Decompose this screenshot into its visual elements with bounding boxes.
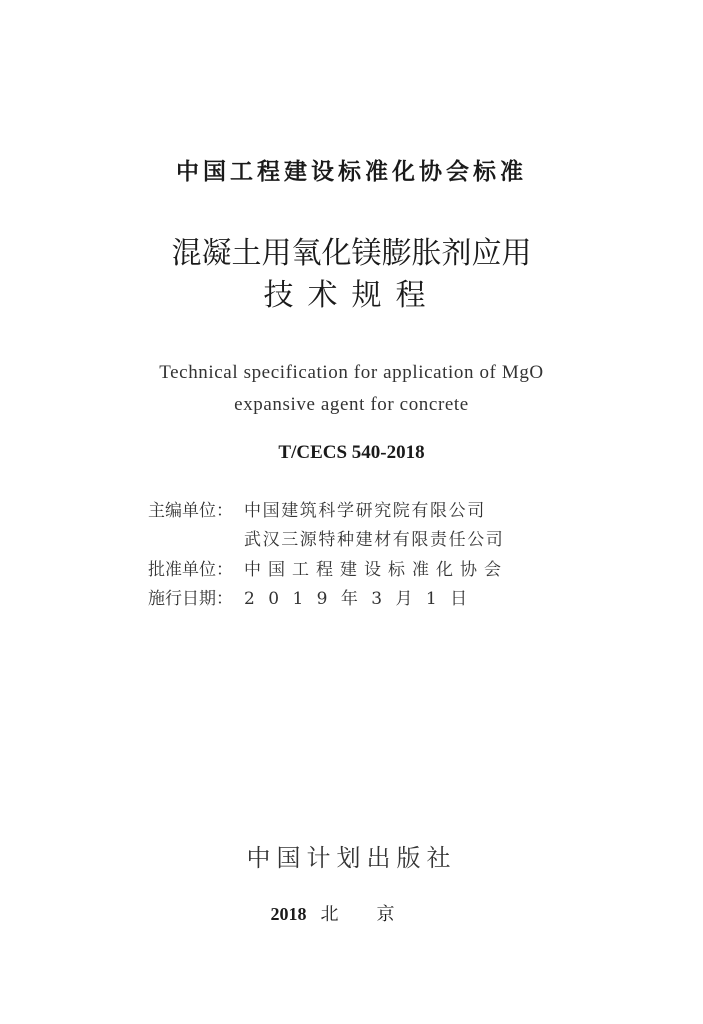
editor-row-1 [148, 496, 486, 522]
approver-unit: 中国工程建设标准化协会 [244, 560, 508, 580]
publisher: 中国计划出版社 [246, 844, 457, 872]
approver-row [148, 555, 508, 581]
effective-date: 2 0 1 9 年 3 月 1 日 [244, 589, 468, 609]
publication-city: 北京 [320, 904, 433, 925]
publication-place [0, 900, 703, 926]
editor-unit-1: 中国建筑科学研究院有限公司 [244, 501, 486, 521]
standard-code: T/CECS 540-2018 [278, 442, 425, 463]
editor-label: 主编单位： [148, 501, 233, 521]
editor-row-2 [148, 525, 504, 551]
publication-year: 2018 [270, 904, 307, 924]
english-title-line-2: expansive agent for concrete [234, 394, 469, 415]
effective-date-label: 施行日期： [148, 589, 233, 609]
editor-unit-2: 武汉三源特种建材有限责任公司 [244, 530, 505, 550]
document-title-line-1: 混凝土用氧化镁膨胀剂应用 [171, 236, 532, 271]
approver-label: 批准单位： [148, 560, 233, 580]
series-title: 中国工程建设标准化协会标准 [176, 159, 527, 185]
effective-date-row [148, 584, 467, 610]
document-title-line-2: 技术规程 [263, 278, 440, 313]
english-title-line-1: Technical specification for application of MgO [159, 362, 544, 383]
